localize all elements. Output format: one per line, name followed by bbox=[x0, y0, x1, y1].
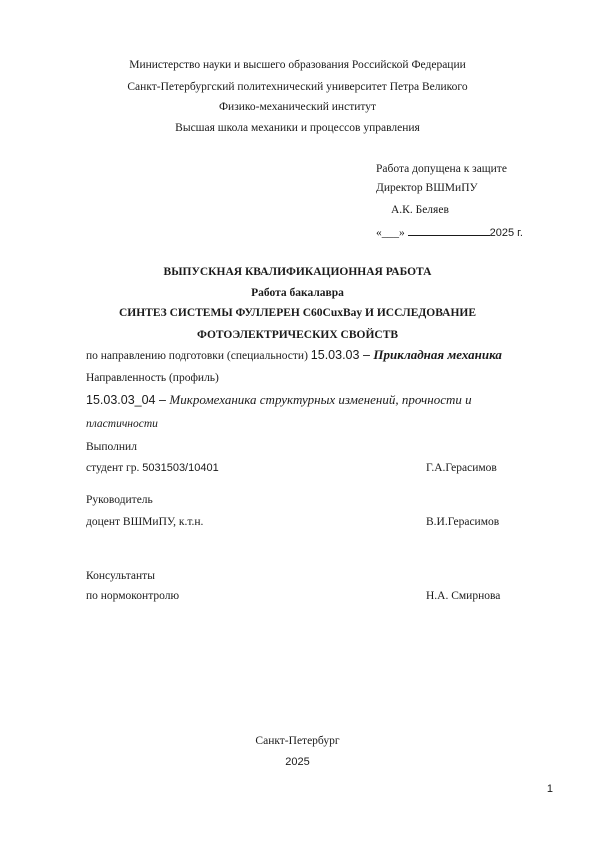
approval-date-year: 2025 г. bbox=[489, 227, 523, 239]
topic-line-1: СИНТЕЗ СИСТЕМЫ ФУЛЛЕРЕН C60CuxBay И ИССЛЕДОВАНИЕ bbox=[118, 307, 477, 319]
performer-role-prefix: студент гр. bbox=[86, 462, 143, 474]
direction-dash: – bbox=[359, 348, 374, 362]
direction-line bbox=[86, 348, 502, 363]
footer-year: 2025 bbox=[285, 756, 310, 768]
direction-name: Прикладная механика bbox=[373, 347, 502, 362]
approval-director-name: А.К. Беляев bbox=[391, 204, 449, 216]
approval-date bbox=[376, 224, 523, 240]
approval-date-blank bbox=[408, 224, 490, 236]
profile-label: Направленность (профиль) bbox=[86, 372, 219, 384]
profile-line-1 bbox=[86, 393, 472, 408]
consultant-name: Н.А. Смирнова bbox=[426, 590, 501, 602]
page-number: 1 bbox=[546, 783, 553, 795]
topic-line-2: ФОТОЭЛЕКТРИЧЕСКИХ СВОЙСТВ bbox=[196, 329, 399, 341]
direction-prefix: по направлению подготовки (специальности) bbox=[86, 350, 311, 362]
performer-name: Г.А.Герасимов bbox=[426, 462, 497, 474]
school-line: Высшая школа механики и процессов управления bbox=[175, 122, 420, 134]
supervisor-name: В.И.Герасимов bbox=[426, 516, 500, 528]
work-subtype: Работа бакалавра bbox=[251, 287, 344, 299]
institute-line: Физико-механический институт bbox=[218, 101, 377, 113]
university-line: Санкт-Петербургский политехнический университет Петра Великого bbox=[127, 81, 468, 93]
approval-date-day: «___» bbox=[376, 227, 408, 239]
supervisor-role: доцент ВШМиПУ, к.т.н. bbox=[86, 516, 204, 528]
performer-label: Выполнил bbox=[86, 441, 137, 453]
footer-city: Санкт-Петербург bbox=[255, 735, 340, 747]
consultants-label: Консультанты bbox=[86, 570, 155, 582]
work-type: ВЫПУСКНАЯ КВАЛИФИКАЦИОННАЯ РАБОТА bbox=[163, 266, 432, 278]
profile-name-2: пластичности bbox=[86, 418, 158, 430]
consultant-role: по нормоконтролю bbox=[86, 590, 180, 602]
direction-code: 15.03.03 bbox=[310, 348, 360, 362]
supervisor-label: Руководитель bbox=[86, 494, 153, 506]
ministry-line: Министерство науки и высшего образования Российской Федерации bbox=[129, 59, 466, 71]
performer-group: 5031503/10401 bbox=[142, 462, 219, 474]
profile-dash: – bbox=[155, 393, 170, 407]
approval-director: Директор ВШМиПУ bbox=[376, 182, 478, 194]
profile-name-1: Микромеханика структурных изменений, прочности и bbox=[169, 392, 472, 407]
approval-admitted: Работа допущена к защите bbox=[376, 163, 507, 175]
profile-code: 15.03.03_04 bbox=[86, 393, 156, 407]
performer-role bbox=[86, 461, 219, 475]
